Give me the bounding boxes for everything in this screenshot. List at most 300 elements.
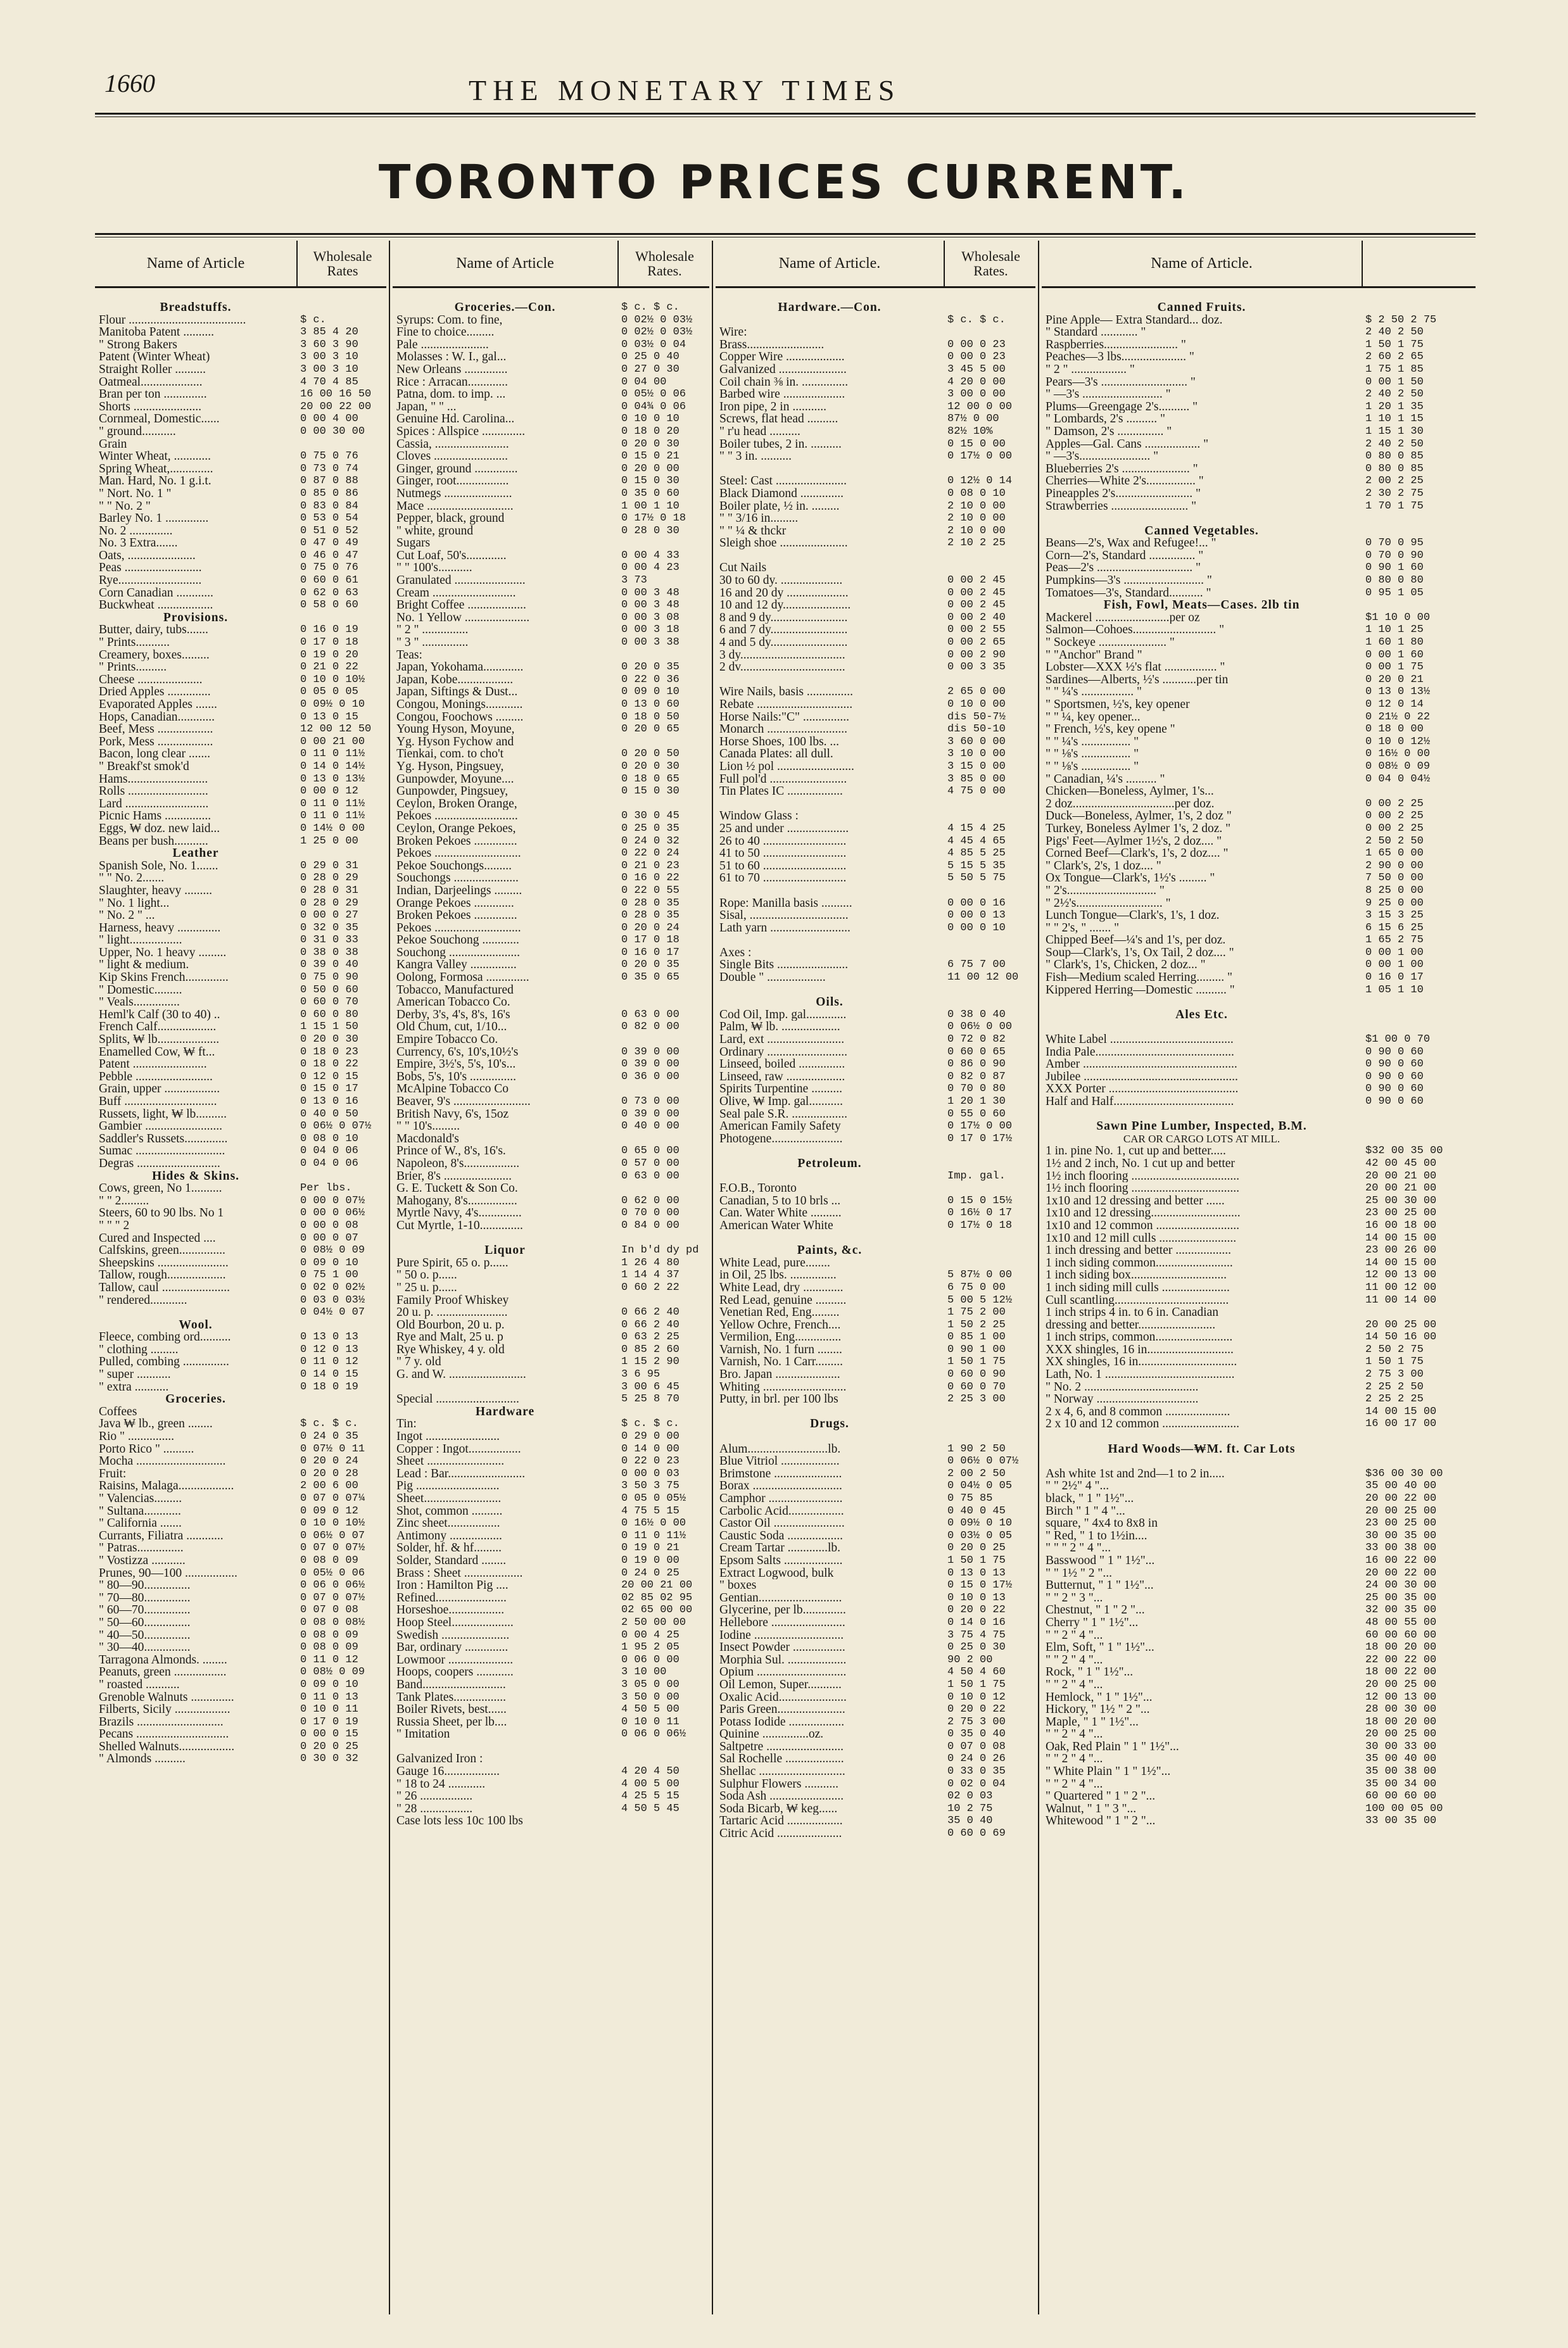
article-name: Raisins, Malaga..................: [99, 1480, 234, 1493]
article-name: Copper Wire ...................: [719, 351, 845, 363]
wholesale-rate: [1362, 1120, 1476, 1133]
wholesale-rate: [944, 996, 1035, 1009]
price-row: [393, 1158, 709, 1170]
price-row: [95, 860, 386, 873]
article-name: Venetian Red, Eng.........: [719, 1306, 840, 1319]
price-row: [95, 339, 386, 351]
price-row: [716, 959, 1035, 971]
section-heading: [716, 996, 1035, 1009]
price-row: [95, 1033, 386, 1046]
wholesale-rate: 0 00 4 23: [621, 562, 680, 574]
price-row: [1042, 1232, 1476, 1245]
article-name: Pale ......................: [396, 338, 489, 351]
article-name: " Patras...............: [99, 1542, 184, 1555]
article-name: Congou, Foochows .........: [396, 710, 524, 724]
column-divider: [712, 241, 713, 2314]
article-name: Soup—Clark's, 1's, Ox Tail, 2 doz.... ": [1046, 946, 1234, 959]
price-row: [1042, 773, 1476, 786]
wholesale-rate: 2 10 0 00: [947, 524, 1006, 537]
price-row: [716, 1530, 1035, 1543]
wholesale-rate: 100 00 05 00: [1365, 1802, 1443, 1815]
wholesale-rate: $32 00 35 00: [1365, 1145, 1443, 1158]
price-row: [95, 1368, 386, 1381]
article-name: American Tobacco Co.: [396, 996, 510, 1009]
price-row: [1042, 897, 1476, 910]
price-row: [393, 1517, 709, 1530]
wholesale-rate: [617, 649, 709, 662]
wholesale-rate: 20 00 22 00: [300, 400, 372, 413]
article-name: Ginger, root.................: [396, 475, 509, 488]
article-name: Refined.......................: [396, 1591, 507, 1605]
price-row: [393, 1207, 709, 1220]
article-name: Buff ..............................: [99, 1095, 217, 1108]
wholesale-rate: 2 40 2 50: [1365, 438, 1424, 450]
price-row: [716, 860, 1035, 873]
price-row: [95, 1108, 386, 1121]
price-row: [1042, 1170, 1476, 1183]
price-row: [393, 1691, 709, 1704]
article-name: Solder, hf. & hf.........: [396, 1542, 502, 1555]
wholesale-rate: 0 90 0 60: [1365, 1045, 1424, 1058]
price-row: [716, 1790, 1035, 1803]
wholesale-rate: 48 00 55 00: [1365, 1616, 1437, 1629]
article-name: Fruit:: [99, 1467, 127, 1480]
wholesale-rate: [1362, 785, 1476, 798]
price-row: [716, 1728, 1035, 1741]
price-row: [393, 1009, 709, 1021]
wholesale-rate: 0 90 0 60: [1365, 1095, 1424, 1108]
article-name: [393, 1741, 617, 1753]
price-row: [95, 798, 386, 811]
price-row: [393, 1133, 709, 1146]
article-name: Ordinary ..........................: [719, 1045, 848, 1059]
wholesale-rate: 1 60 1 80: [1365, 636, 1424, 649]
wholesale-rate: 0 39 0 00: [621, 1108, 680, 1120]
wholesale-rate: 12 00 13 00: [1365, 1691, 1437, 1703]
price-row: [95, 996, 386, 1009]
article-name: Pekoes ............................: [396, 847, 521, 860]
article-name: G. E. Tuckett & Son Co.: [396, 1182, 518, 1195]
article-name: Rolls ..........................: [99, 785, 208, 798]
wholesale-rate: 11 00 12 00: [947, 971, 1019, 984]
wholesale-rate: 0 17½ 0 00: [947, 450, 1013, 463]
article-name: " Breakf'st smok'd: [99, 760, 189, 773]
price-row: [95, 723, 386, 736]
wholesale-rate: 0 11 0 11½: [300, 748, 365, 761]
price-row: [716, 475, 1035, 488]
wholesale-rate: 8 25 0 00: [1365, 884, 1424, 897]
article-name: square, " 4x4 to 8x8 in: [1046, 1517, 1158, 1530]
article-name: Cod Oil, Imp. gal.............: [719, 1008, 847, 1021]
article-name: Coffees: [99, 1405, 137, 1418]
wholesale-rate: 0 08 0 08½: [300, 1616, 365, 1629]
price-row: [1042, 922, 1476, 935]
price-row: [393, 1182, 709, 1195]
wholesale-rate: 0 30 0 45: [621, 810, 680, 823]
price-row: [716, 1344, 1035, 1356]
wholesale-rate: 9 25 0 00: [1365, 897, 1424, 909]
column-header-rates: [1362, 241, 1476, 286]
article-name: Corn—2's, Standard ............... ": [1046, 549, 1204, 562]
article-name: Palm, ₩ lb. ...................: [719, 1021, 840, 1034]
price-row: [716, 798, 1035, 811]
article-name: Buckwheat ..................: [99, 599, 213, 612]
wholesale-rate: 0 87 0 88: [300, 475, 358, 488]
article-name: [716, 984, 944, 997]
wholesale-rate: 1 50 1 75: [1365, 338, 1424, 351]
wholesale-rate: 16 00 22 00: [1365, 1554, 1437, 1567]
article-name: Kippered Herring—Domestic .......... ": [1046, 983, 1235, 997]
article-name: Leather: [172, 847, 219, 860]
wholesale-rate: 4 75 0 00: [947, 785, 1006, 798]
wholesale-rate: 0 00 30 00: [300, 425, 365, 438]
article-name: No. 1 Yellow .....................: [396, 611, 530, 624]
price-row: [393, 1083, 709, 1095]
wholesale-rate: 0 07 0 08: [300, 1604, 358, 1617]
wholesale-rate: 3 10 00: [621, 1666, 667, 1679]
article-name: " " " 2 " 4 "...: [1046, 1542, 1111, 1555]
wholesale-rate: 0 12½ 0 14: [947, 475, 1013, 488]
price-row: [1042, 1728, 1476, 1741]
article-name: Fish—Medium scaled Herring......... ": [1046, 971, 1233, 984]
price-row: [716, 1033, 1035, 1046]
article-name: Genuine Hd. Carolina...: [396, 413, 515, 426]
article-name: Chestnut, " 1 " 2 "...: [1046, 1604, 1145, 1617]
wholesale-rate: 60 00 60 00: [1365, 1629, 1437, 1641]
wholesale-rate: 0 04½ 0 07: [300, 1306, 365, 1319]
article-name: " Lombards, 2's .......... ": [1046, 413, 1165, 426]
article-name: in Oil, 25 lbs. ...............: [719, 1269, 837, 1282]
article-name: Cherry " 1 " 1½"...: [1046, 1616, 1139, 1629]
price-row: [716, 339, 1035, 351]
wholesale-rate: 0 00 0 08: [300, 1219, 358, 1232]
wholesale-rate: 0 90 1 60: [1365, 562, 1424, 574]
wholesale-rate: 0 18 0 19: [300, 1380, 358, 1393]
price-row: [716, 612, 1035, 624]
article-name: 26 to 40 ...........................: [719, 835, 847, 848]
price-row: [95, 1493, 386, 1505]
article-name: Band...........................: [396, 1678, 506, 1691]
wholesale-rate: 0 00 3 48: [621, 586, 680, 599]
price-row: [95, 1133, 386, 1146]
price-row: [393, 686, 709, 698]
article-name: Dried Apples ..............: [99, 686, 211, 698]
wholesale-rate: 0 00 2 40: [947, 611, 1006, 624]
price-row: [716, 1641, 1035, 1654]
wholesale-rate: 2 75 3 00: [1365, 1368, 1424, 1381]
article-name: Grain: [99, 438, 127, 451]
wholesale-rate: 0 00 0 06½: [300, 1207, 365, 1220]
article-name: Camphor ........................: [719, 1493, 843, 1505]
wholesale-rate: 1 05 1 10: [1365, 983, 1424, 996]
wholesale-rate: 3 50 3 75: [621, 1480, 680, 1493]
price-row: [1042, 847, 1476, 860]
wholesale-rate: 18 00 20 00: [1365, 1641, 1437, 1654]
article-name: " " 2.........: [99, 1194, 149, 1208]
price-row: [393, 1654, 709, 1667]
wholesale-rate: 0 63 0 00: [621, 1170, 680, 1182]
article-name: " Norway .................................: [1046, 1393, 1199, 1406]
price-row: [716, 1021, 1035, 1033]
price-row: [716, 599, 1035, 612]
article-name: Olive, ₩ Imp. gal...........: [719, 1095, 843, 1108]
price-row: [393, 587, 709, 600]
wholesale-rate: 1 15 1 50: [300, 1021, 358, 1033]
article-name: Picnic Hams ...............: [99, 810, 212, 823]
price-row: [716, 314, 1035, 327]
wholesale-rate: 0 35 0 60: [621, 487, 680, 500]
wholesale-rate: [1362, 1009, 1476, 1021]
article-name: Yg. Hyson Fychow and: [396, 735, 514, 748]
price-row: [716, 872, 1035, 885]
wholesale-rate: 2 10 0 00: [947, 512, 1006, 525]
wholesale-rate: 20 00 25 00: [1365, 1728, 1437, 1741]
article-name: " 7 y. old: [396, 1356, 441, 1369]
price-row: [716, 1095, 1035, 1108]
wholesale-rate: 0 85 0 86: [300, 487, 358, 500]
price-row: [1042, 351, 1476, 363]
price-row: [716, 562, 1035, 574]
wholesale-rate: 35 00 40 00: [1365, 1480, 1437, 1493]
wholesale-rate: [617, 1741, 709, 1753]
price-row: [716, 698, 1035, 711]
wholesale-rate: 20 00 21 00: [621, 1579, 693, 1592]
price-row: [95, 1244, 386, 1257]
price-row: [1042, 1071, 1476, 1083]
article-name: Kip Skins French..............: [99, 971, 229, 984]
section-heading: [716, 301, 1035, 314]
article-name: " roasted ...........: [99, 1678, 180, 1691]
wholesale-rate: [944, 1145, 1035, 1158]
article-name: Evaporated Apples .......: [99, 698, 217, 711]
article-name: 3 dy..................................: [719, 648, 845, 662]
article-name: " Standard ............ ": [1046, 326, 1146, 339]
price-row: [1042, 711, 1476, 724]
wholesale-rate: 0 07 0 07½: [300, 1542, 365, 1555]
article-name: " light.................: [99, 934, 182, 947]
article-name: Beef, Mess ..................: [99, 723, 213, 736]
price-row: [393, 1344, 709, 1356]
price-row: [716, 326, 1035, 339]
wholesale-rate: [944, 810, 1035, 823]
wholesale-rate: 5 00 5 12½: [947, 1294, 1013, 1306]
price-row: [95, 1257, 386, 1270]
wholesale-rate: 0 03 0 03½: [300, 1294, 365, 1306]
wholesale-rate: 0 00 0 03: [621, 1467, 680, 1480]
wholesale-rate: 0 16½ 0 00: [621, 1517, 686, 1530]
article-name: " " ¼'s ................ ": [1046, 735, 1139, 748]
price-row: [1042, 1294, 1476, 1307]
article-name: White Label ........................................: [1046, 1033, 1234, 1046]
wholesale-rate: 0 04¾ 0 06: [621, 400, 686, 413]
price-row: [95, 674, 386, 686]
wholesale-rate: 0 20 0 24: [621, 921, 680, 934]
price-row: [1042, 1753, 1476, 1765]
article-name: " 25 u. p......: [396, 1281, 457, 1294]
price-row: [393, 1220, 709, 1232]
price-row: [95, 984, 386, 997]
price-row: [716, 1666, 1035, 1679]
price-row: [95, 711, 386, 724]
article-name: Groceries.: [165, 1393, 226, 1406]
article-name: Horse Shoes, 100 lbs. ...: [719, 735, 840, 748]
price-row: [1042, 748, 1476, 761]
price-row: [1042, 612, 1476, 624]
price-row: [393, 1381, 709, 1394]
wholesale-rate: 0 00 0 27: [300, 909, 358, 922]
wholesale-rate: 0 66 2 40: [621, 1318, 680, 1331]
article-name: " " 1½ " 2 "...: [1046, 1567, 1112, 1580]
wholesale-rate: [296, 1393, 386, 1406]
price-row: [95, 1021, 386, 1033]
wholesale-rate: [944, 1158, 1035, 1170]
price-row: [716, 1120, 1035, 1133]
article-name: " " 100's...........: [396, 562, 472, 575]
article-name: Lard, ext .........................: [719, 1033, 845, 1046]
article-name: Wool.: [179, 1318, 213, 1332]
price-row: [1042, 426, 1476, 438]
article-name: Cull scantling.....................................: [1046, 1294, 1229, 1307]
wholesale-rate: [296, 438, 386, 451]
price-row: [95, 1294, 386, 1307]
wholesale-rate: 0 86 0 90: [947, 1058, 1006, 1071]
wholesale-rate: Imp. gal.: [947, 1170, 1006, 1182]
wholesale-rate: 0 20 0 30: [300, 1033, 358, 1046]
article-name: " super ...........: [99, 1368, 171, 1381]
price-row: [1042, 1790, 1476, 1803]
wholesale-rate: 0 00 2 45: [947, 599, 1006, 612]
section-heading: [393, 1244, 709, 1257]
article-name: [716, 934, 944, 947]
wholesale-rate: 0 39 0 00: [621, 1045, 680, 1058]
price-row: [95, 922, 386, 935]
article-name: Mace ............................: [396, 500, 514, 513]
section-heading: [716, 1158, 1035, 1170]
wholesale-rate: 0 82 0 00: [621, 1021, 680, 1033]
wholesale-rate: $36 00 30 00: [1365, 1467, 1443, 1480]
wholesale-rate: 5 87½ 0 00: [947, 1269, 1013, 1282]
article-name: 6 and 7 dy.........................: [719, 624, 848, 637]
price-row: [1042, 401, 1476, 413]
wholesale-rate: 0 27 0 30: [621, 363, 680, 376]
price-row: [95, 1716, 386, 1729]
article-name: British Navy, 6's, 15oz: [396, 1108, 509, 1121]
wholesale-rate: [617, 1133, 709, 1146]
price-row: [716, 1071, 1035, 1083]
wholesale-rate: 0 10 0 13: [947, 1591, 1006, 1604]
price-row: [716, 1306, 1035, 1319]
price-row: [1042, 1108, 1476, 1121]
article-name: " No. 2 .....................................: [1046, 1380, 1199, 1394]
price-row: [716, 1331, 1035, 1344]
article-name: 1x10 and 12 dressing.............................: [1046, 1207, 1241, 1220]
price-row: [1042, 1381, 1476, 1394]
article-name: Gunpowder, Pingsuey,: [396, 785, 509, 798]
column-header-rates: Wholesale Rates.: [617, 241, 709, 286]
article-name: French Calf...................: [99, 1021, 217, 1034]
wholesale-rate: [617, 1294, 709, 1307]
article-name: Full pol'd .........................: [719, 773, 847, 786]
article-name: " r'u head ..........: [719, 425, 800, 438]
article-name: Hellebore ........................: [719, 1616, 845, 1629]
wholesale-rate: 0 39 0 00: [621, 1058, 680, 1071]
article-name: " " 2 " 3 "...: [1046, 1591, 1103, 1605]
wholesale-rate: [617, 1406, 709, 1418]
price-row: [1042, 1641, 1476, 1654]
wholesale-rate: 0 14 0 14½: [300, 760, 365, 773]
price-row: [716, 1778, 1035, 1791]
article-name: Cheese .....................: [99, 673, 203, 686]
article-name: Degras ...........................: [99, 1157, 220, 1170]
wholesale-rate: 0 73 0 00: [621, 1095, 680, 1108]
article-name: XXX shingles, 16 in............................: [1046, 1343, 1234, 1356]
article-name: " Sportsmen, ½'s, key opener: [1046, 698, 1190, 711]
wholesale-rate: 0 15 0 17: [300, 1083, 358, 1095]
article-name: Linseed, raw ...................: [719, 1070, 845, 1083]
price-row: [95, 1195, 386, 1208]
price-row: [716, 413, 1035, 426]
article-name: [393, 1232, 617, 1245]
article-name: Butter, dairy, tubs.......: [99, 624, 208, 637]
price-row: [1042, 1244, 1476, 1257]
wholesale-rate: 1 50 1 75: [947, 1356, 1006, 1368]
price-row: [95, 810, 386, 823]
price-row: [393, 339, 709, 351]
price-row: [716, 661, 1035, 674]
wholesale-rate: 33 00 35 00: [1365, 1815, 1437, 1827]
wholesale-rate: 0 17 0 17½: [947, 1132, 1013, 1145]
article-name: Epsom Salts ...................: [719, 1554, 843, 1567]
price-row: [393, 1282, 709, 1294]
price-row: [95, 773, 386, 786]
price-row: [95, 1666, 386, 1679]
price-row: [393, 711, 709, 724]
wholesale-rate: dis 50-7½: [947, 710, 1006, 723]
article-name: Galvanized ......................: [719, 363, 847, 376]
price-row: [95, 1009, 386, 1021]
article-name: " 60—70...............: [99, 1604, 191, 1617]
wholesale-rate: 33 00 38 00: [1365, 1542, 1437, 1555]
wholesale-rate: 2 50 2 75: [1365, 1343, 1424, 1356]
wholesale-rate: [617, 1033, 709, 1046]
wholesale-rate: 2 25 3 00: [947, 1393, 1006, 1406]
wholesale-rate: 23 00 25 00: [1365, 1207, 1437, 1220]
wholesale-rate: 0 90 1 00: [947, 1343, 1006, 1356]
article-name: 1 inch strips, common.........................: [1046, 1331, 1233, 1344]
article-name: Spirits Turpentine ..........: [719, 1083, 842, 1095]
price-row: [393, 1592, 709, 1605]
price-row: [95, 314, 386, 327]
article-name: Whiting ...........................: [719, 1380, 847, 1394]
wholesale-rate: 0 60 2 22: [621, 1281, 680, 1294]
wholesale-rate: 0 06½ 0 07: [300, 1529, 365, 1542]
article-name: Rock, " 1 " 1½"...: [1046, 1666, 1134, 1679]
price-row: [1042, 1530, 1476, 1543]
wholesale-rate: 0 00 0 12: [300, 785, 358, 798]
wholesale-rate: 7 50 0 00: [1365, 872, 1424, 885]
price-row: [716, 1517, 1035, 1530]
wholesale-rate: 4 20 0 00: [947, 376, 1006, 388]
price-row: [393, 1418, 709, 1430]
price-row: [95, 1158, 386, 1170]
wholesale-rate: 0 60 0 70: [947, 1380, 1006, 1393]
wholesale-rate: 0 13 0 13½: [300, 773, 365, 785]
article-name: " " 3/16 in.........: [719, 512, 799, 525]
price-row: [393, 798, 709, 811]
price-row: [1042, 438, 1476, 451]
price-row: [95, 1728, 386, 1741]
article-name: Hardware: [475, 1405, 535, 1418]
